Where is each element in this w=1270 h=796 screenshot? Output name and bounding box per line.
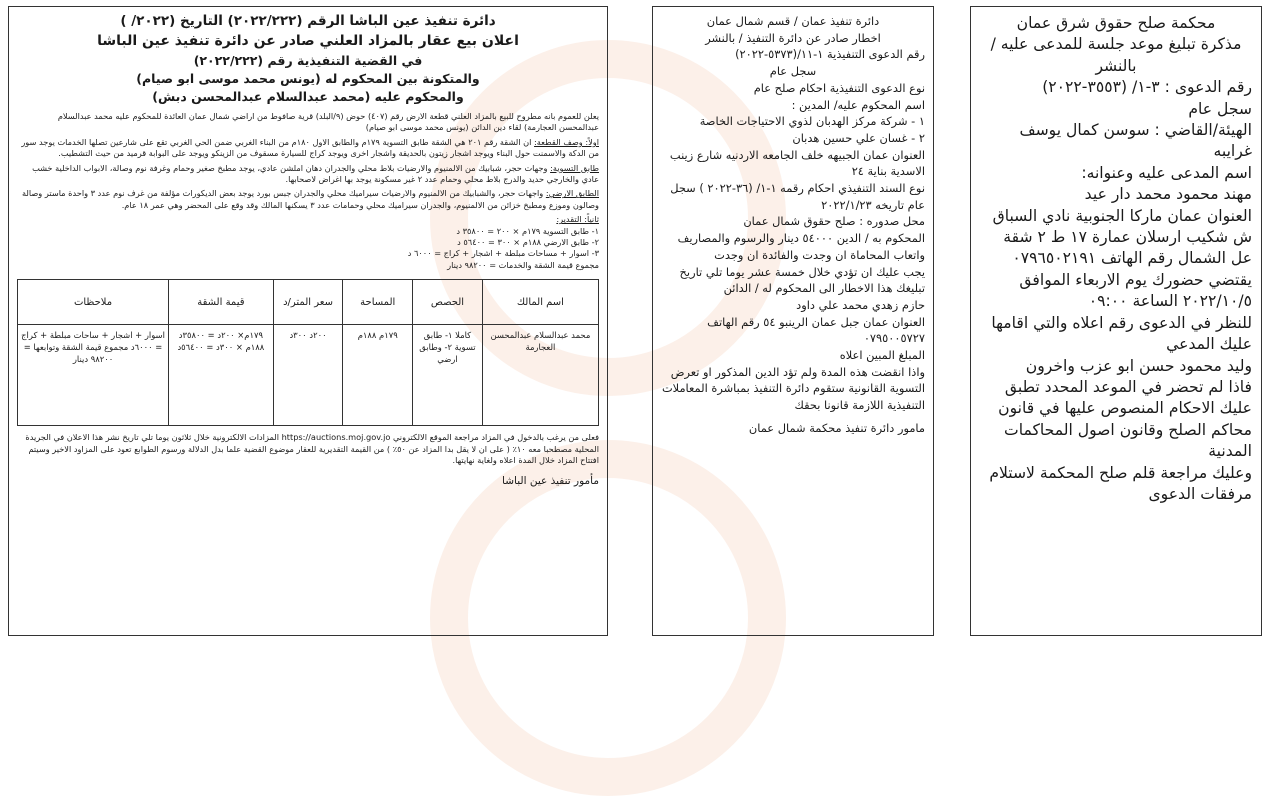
case-reference: للنظر في الدعوى رقم اعلاه والتي اقامها عليك المدعي — [991, 313, 1252, 354]
ground-text: واجهات حجر، والشبابيك من الالمنيوم والارضيات سيراميك محلي والجدران جبس بورد يوجد بعض الديكورات مؤلفة من غرف نوم عدد ٣ واحدة ماستر وصالة وصالون وموزع ومطبخ خزائن من الالمنيوم، والجدران سيراميك محلي وحمامات عدد ٣ يسكنها المالك وقد وقع على المحضر وهي عمر ١٨ عام. — [21, 188, 599, 210]
valuation-line-2: ٢- طابق الارضي ١٨٨م × ٣٠٠ = ٥٦٤٠٠ د — [457, 237, 599, 248]
attachments-note: وعليك مراجعة قلم صلح المحكمة لاستلام مرفقات الدعوى — [989, 463, 1252, 503]
notice-type: مذكرة تبليغ موعد جلسة للمدعى عليه / بالنشر — [990, 35, 1242, 75]
defendant-name: مهند محمود محمد دار عيد — [1084, 185, 1252, 204]
instrument-type: نوع السند التنفيذي احكام رقمه ١-١/ (٣٦-٢٠٢٢ ) سجل عام تاريخه ٢٠٢٢/١/٢٣ — [670, 181, 925, 212]
defendant-address: العنوان عمان ماركا الجنوبية نادي السباق ش شكيب ارسلان عمارة ١٧ ط ٢ شقة عل الشمال رقم الهاتف ٠٧٩٦٥٠٢١٩١ — [992, 206, 1252, 268]
ground-floor-description — [17, 188, 599, 211]
auction-intro: يعلن للعموم بانه مطروح للبيع بالمزاد العلني قطعة الارض رقم (٤٠٧) حوض (٩/البلد) قرية صافوط من اراضي شمال عمان العائدة للمحكوم عليه محمد عبدالسلام عبدالمحسن العجارمة) لقاء دين الدائن (يونس محمد موسى ابو صيام) — [57, 111, 599, 133]
cell-area: ١٧٩م ١٨٨م — [343, 325, 413, 426]
auction-instructions: فعلى من يرغب بالدخول في المزاد مراجعة الموقع الالكتروني https://auctions.moj.gov.jo المزادات الالكترونية خلال ثلاثون يوما تلي تاريخ نشر هذا الاعلان في الجريدة المحلية مصطحبا معه ١٠٪ ( على ان لا يقل بدا المزاد عن ٥٠٪ ) من القيمة التقديرية للعقار موضوع القضية علما بدل الدلالة ورسوم الطوابع تعود على المزاود الاخير وسيتم افتتاح المزاد خلال المدة اعلاه ولغاية نهايتها. — [25, 432, 599, 466]
case-number: رقم الدعوى : ٣-١/ (٣٥٥٣-٢٠٢٢) — [1042, 78, 1252, 97]
cell-value: ١٧٩م× ٢٠٠د = ٣٥٨٠٠د ١٨٨م × ٣٠٠د = ٥٦٤٠٠د — [169, 325, 274, 426]
record-type: سجل عام — [1188, 99, 1252, 118]
amount-reference: المبلغ المبين اعلاه — [839, 348, 925, 363]
notice-property-auction — [8, 6, 608, 636]
absence-warning: فاذا لم تحضر في الموعد المحدد تطبق عليك الاحكام المنصوص عليها في قانون محاكم الصلح وقانون اصول المحاكمات المدنية — [998, 377, 1252, 461]
cell-notes: اسوار + اشجار + ساحات مبلطة + كراج = ٦٠٠٠د مجموع قيمة الشقة وتوابعها = ٩٨٢٠٠ دينار — [18, 325, 169, 426]
header-price: سعر المتر/د — [273, 280, 343, 325]
creditor-address: العنوان عمان جبل عمان الرينبو ٥٤ رقم الهاتف ٠٧٩٥٠٠٥٧٢٧ — [707, 314, 925, 346]
ground-label: الطابق الارضي: — [545, 188, 599, 199]
enforcement-warning: واذا انقضت هذه المدة ولم تؤد الدين المذكور او تعرض التسوية القانونية ستقوم دائرة التنفيذ بمباشرة المعاملات التنفيذية اللازمة قانونا بحقك — [661, 364, 925, 413]
creditor-name: حازم زهدي محمد علي داود — [796, 297, 925, 312]
judgment-amount: المحكوم به / الدين ٥٤٠٠٠ دينار والرسوم والمصاريف واتعاب المحاماة ان وجدت والفائدة ان وجدت — [677, 231, 925, 262]
payment-deadline: يجب عليك ان تؤدي خلال خمسة عشر يوما تلي تاريخ تبليغك هذا الاخطار الى المحكوم له / الدائن — [679, 264, 925, 296]
officer-signature: مامور دائرة تنفيذ محكمة شمال عمان — [748, 420, 925, 435]
property-description — [17, 137, 599, 160]
debtor-1: ١ - شركة مركز الهدبان لذوي الاحتياجات الخاصة — [699, 114, 925, 129]
case-type: نوع الدعوى التنفيذية احكام صلح عام — [753, 80, 925, 95]
header-area: المساحة — [343, 280, 413, 325]
description-label: اولاً: وصف القطعة: — [534, 136, 599, 147]
header-value: قيمة الشقة — [169, 280, 274, 325]
plaintiff-name: وليد محمود حسن ابو عزب واخرون — [1025, 356, 1252, 375]
table-header-row — [18, 280, 599, 325]
valuation-label: ثانياً: التقدير: — [556, 214, 599, 225]
basement-text: وجهات حجر، شبابيك من الالمنيوم والارضيات بلاط محلي والجدران دهان املشن عادي، يوجد مطبخ صغير وحمام وغرفة نوم وصالة، الابواب الداخلية خشب عادي والخارجي حديد والدرج بلاط محلي وحمام عدد ٢ غير مسكونة يوجد بها اغراض لاصحابها. — [32, 162, 599, 185]
header-notes: ملاحظات — [18, 280, 169, 325]
debtor-address: العنوان عمان الجبيهه خلف الجامعه الاردنيه شارع زينب الاسدية بناية ٢٤ — [669, 147, 925, 179]
table-row — [18, 325, 599, 426]
officer-signature: مأمور تنفيذ عين الباشا — [502, 474, 599, 487]
department-name: دائرة تنفيذ عمان / قسم شمال عمان — [706, 14, 880, 28]
basement-label: طابق التسوية: — [550, 162, 599, 173]
notice-type: اخطار صادر عن دائرة التنفيذ / بالنشر — [705, 30, 881, 45]
auction-heading-ref: دائرة تنفيذ عين الباشا الرقم (٢٠٢٢/٢٢٢) التاريخ (٢٠٢٢/ ) — [120, 13, 496, 29]
auction-heading-creditor: والمتكونة بين المحكوم له (يونس محمد موسى ابو صيام) — [136, 71, 480, 86]
cell-owner: محمد عبدالسلام عبدالمحسن العجارمة — [482, 325, 598, 426]
auction-heading-debtor: والمحكوم عليه (محمد عبدالسلام عبدالمحسن دبش) — [152, 89, 464, 104]
court-name: محكمة صلح حقوق شرق عمان — [1016, 14, 1216, 32]
issuing-court: محل صدوره : صلح حقوق شمال عمان — [743, 214, 925, 229]
header-shares: الحصص — [413, 280, 483, 325]
valuation-line-1: ١- طابق التسوية ١٧٩م × ٢٠٠ = ٣٥٨٠٠ د — [456, 225, 599, 236]
debtor-label: اسم المحكوم عليه/ المدين : — [791, 97, 925, 112]
valuation-total: مجموع قيمة الشقة والخدمات = ٩٨٢٠٠ دينار — [447, 259, 599, 270]
basement-description — [17, 163, 599, 186]
cell-price: ٢٠٠د ٣٠٠د — [273, 325, 343, 426]
auction-heading-title: اعلان بيع عقار بالمزاد العلني صادر عن دائرة تنفيذ عين الباشا — [97, 33, 519, 49]
auction-heading-case: في القضية التنفيذية رقم (٢٠٢٢/٢٢٢) — [193, 53, 423, 68]
case-number: رقم الدعوى التنفيذية ١-١١/(٥٣٧٣-٢٠٢٢) — [735, 47, 925, 62]
debtor-2: ٢ - غسان علي حسين هدبان — [792, 130, 925, 145]
defendant-label: اسم المدعى عليه وعنوانه: — [1081, 163, 1252, 182]
valuation-line-3: ٣- اسوار + مساحات مبلطة + اشجار + كراج = ٦٠٠٠ د — [407, 248, 599, 259]
notice-hearing-summons — [970, 6, 1262, 636]
record-type: سجل عام — [769, 64, 817, 79]
notice-execution-warning — [652, 6, 934, 636]
hearing-date: يقتضي حضورك يوم الاربعاء الموافق ٢٠٢٢/١٠/٥ الساعة ٠٩:٠٠ — [1019, 270, 1252, 311]
judge-name: الهيئة/القاضي : سوسن كمال يوسف غرايبه — [1019, 121, 1252, 161]
property-table — [17, 279, 599, 426]
description-text: ان الشقة رقم ٢٠١ هي الشقة طابق التسوية ١٧٩م والطابق الاول ١٨٠م من البناء الغربي ضمن الحي الغربي تقع على شارعين تصلها الخدمات يوجد سور من الدكة والاسمنت حول البناء ويوجد اشجار زيتون بالحديقة واشجار اخرى ويوجد كراج للسيارة مسقوف من الزينكو ويوجد على البوابة قرميد من حيث التشطيب. — [21, 136, 599, 159]
header-owner: اسم المالك — [482, 280, 598, 325]
cell-shares: كاملا ١- طابق تسوية ٢- وطابق ارضي — [413, 325, 483, 426]
